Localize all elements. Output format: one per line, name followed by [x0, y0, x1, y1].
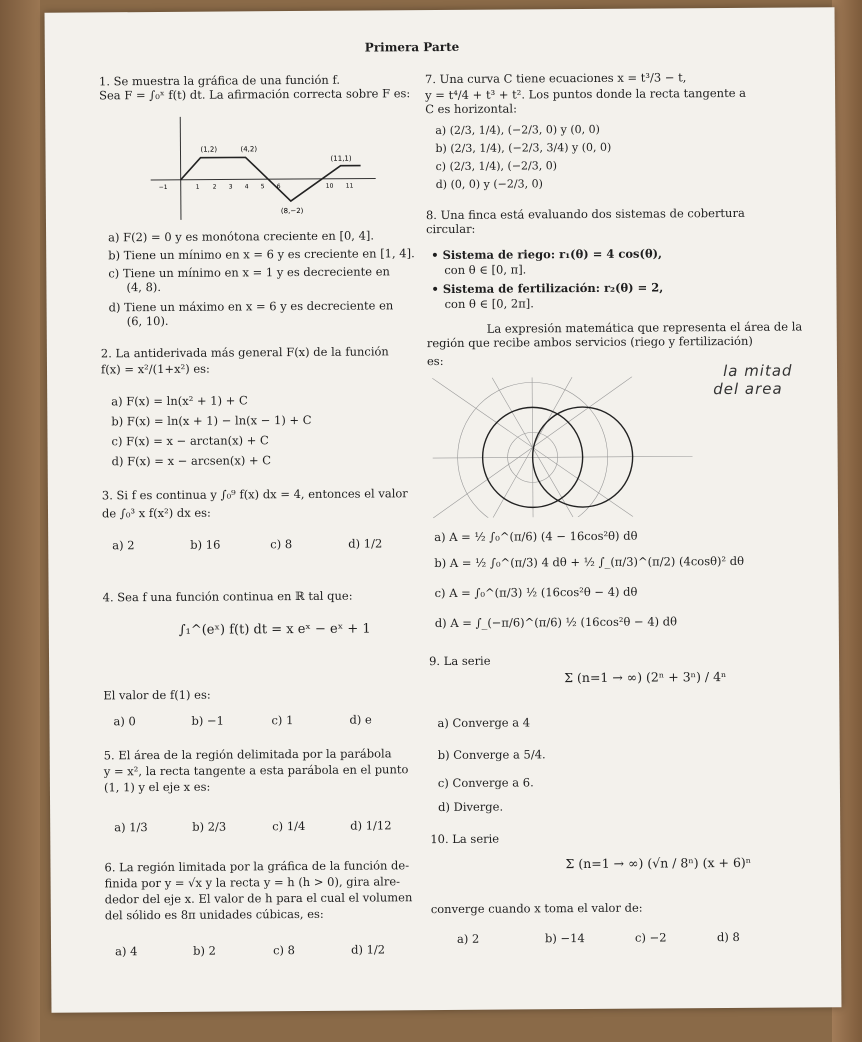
q6-option-b[interactable]: b) 2: [193, 943, 216, 958]
q4-equation: ∫₁^(eˣ) f(t) dt = x eˣ − eˣ + 1: [178, 621, 371, 638]
q8-description-line3: es:: [426, 353, 444, 369]
wood-background-left: [0, 0, 40, 1042]
q10-option-a[interactable]: a) 2: [456, 931, 480, 946]
q1-tick-label: 4: [244, 183, 249, 191]
q8-riego-domain: con θ ∈ [0, π].: [444, 262, 527, 277]
q8-description-line2: región que recibe ambos servicios (riego y fertilización): [426, 333, 753, 351]
q1-function-graph: [140, 110, 381, 222]
q9-series: Σ (n=1 → ∞) (2ⁿ + 3ⁿ) / 4ⁿ: [564, 669, 727, 686]
q6-stem-line2: finida por y = √x y la recta y = h (h > 0), gira alre-: [104, 874, 401, 891]
q5-option-d[interactable]: d) 1/12: [350, 818, 392, 833]
q4-option-b[interactable]: b) −1: [191, 713, 224, 728]
q10-series: Σ (n=1 → ∞) (√n / 8ⁿ) (x + 6)ⁿ: [565, 854, 752, 872]
handwritten-note-line1: la mitad: [722, 361, 793, 381]
q10-tail: converge cuando x toma el valor de:: [430, 900, 643, 917]
q10-option-d[interactable]: d) 8: [716, 929, 740, 945]
q2-option-d[interactable]: d) F(x) = x − arcsen(x) + C: [111, 453, 272, 469]
q8-option-b[interactable]: b) A = ½ ∫₀^(π/3) 4 dθ + ½ ∫_(π/3)^(π/2) (4cosθ)² dθ: [434, 553, 745, 571]
q7-stem-line2: y = t⁴/4 + t³ + t². Los puntos donde la recta tangente a: [425, 85, 747, 103]
q6-option-a[interactable]: a) 4: [115, 944, 138, 959]
q1-tick-label: 6: [276, 183, 281, 191]
q3-stem-line2: de ∫₀³ x f(x²) dx es:: [101, 505, 211, 521]
q1-tick-label: 5: [260, 183, 265, 191]
q5-option-b[interactable]: b) 2/3: [192, 819, 227, 834]
q3-option-b[interactable]: b) 16: [190, 537, 221, 552]
q9-option-a[interactable]: a) Converge a 4: [437, 715, 531, 731]
q4-stem: 4. Sea f una función continua en ℝ tal que:: [102, 588, 353, 605]
q8-option-d[interactable]: d) A = ∫_(−π/6)^(π/6) ½ (16cos²θ − 4) dθ: [434, 614, 678, 631]
q8-fertilizacion-domain: con θ ∈ [0, 2π].: [444, 296, 534, 311]
handwritten-note-line2: del area: [713, 379, 783, 399]
q8-stem-line2: circular:: [425, 221, 476, 237]
q6-stem-line3: dedor del eje x. El valor de h para el cual el volumen: [104, 890, 413, 907]
q1-tick-label: 11: [345, 182, 354, 190]
q8-stem-line1: 8. Una finca está evaluando dos sistemas de cobertura: [425, 205, 745, 223]
q7-option-b[interactable]: b) (2/3, 1/4), (−2/3, 3/4) y (0, 0): [435, 140, 612, 156]
q8-polar-circles-diagram: [432, 376, 693, 518]
q1-option-d-cont: (6, 10).: [126, 313, 169, 329]
q7-option-c[interactable]: c) (2/3, 1/4), (−2/3, 0): [435, 159, 558, 174]
q7-stem-line3: C es horizontal:: [425, 101, 517, 117]
q5-stem-line2: y = x², la recta tangente a esta parábola en el punto: [103, 762, 409, 779]
q5-stem-line3: (1, 1) y el eje x es:: [103, 779, 211, 795]
q8-riego: • Sistema de riego: r₁(θ) = 4 cos(θ),: [431, 246, 663, 263]
q1-option-b[interactable]: b) Tiene un mínimo en x = 6 y es creciente en [1, 4].: [108, 246, 415, 263]
q4-option-c[interactable]: c) 1: [271, 713, 294, 728]
q4-option-a[interactable]: a) 0: [113, 714, 136, 729]
q1-point-label: (8,−2): [280, 206, 304, 216]
q4-option-d[interactable]: d) e: [349, 712, 372, 727]
q8-description-line1: La expresión matemática que representa el área de la: [486, 319, 803, 336]
q7-stem-line1: 7. Una curva C tiene ecuaciones x = t³/3 − t,: [424, 70, 687, 87]
q9-option-b[interactable]: b) Converge a 5/4.: [437, 747, 546, 763]
q1-point-label: (4,2): [240, 145, 258, 154]
q7-option-d[interactable]: d) (0, 0) y (−2/3, 0): [435, 177, 543, 192]
q1-option-c-cont: (4, 8).: [126, 279, 162, 295]
exam-sheet: [45, 7, 842, 1012]
q3-option-d[interactable]: d) 1/2: [348, 536, 383, 551]
q6-stem-line4: del sólido es 8π unidades cúbicas, es:: [104, 906, 324, 923]
q1-option-d[interactable]: d) Tiene un máximo en x = 6 y es decreciente en: [108, 298, 394, 315]
q4-ask: El valor de f(1) es:: [103, 687, 211, 703]
q5-stem-line1: 5. El área de la región delimitada por la parábola: [103, 746, 392, 763]
q9-stem: 9. La serie: [429, 653, 491, 669]
q2-stem-line1: 2. La antiderivada más general F(x) de la función: [100, 344, 389, 361]
q1-tick-label: 10: [325, 182, 334, 190]
q2-option-a[interactable]: a) F(x) = ln(x² + 1) + C: [111, 393, 248, 409]
q6-option-d[interactable]: d) 1/2: [351, 942, 386, 957]
q10-option-b[interactable]: b) −14: [544, 931, 585, 946]
q1-stem-line1: 1. Se muestra la gráfica de una función f.: [98, 72, 341, 89]
q1-point-label: (1,2): [200, 145, 218, 154]
q1-tick-label: 2: [212, 183, 217, 191]
q1-tick-label: 3: [228, 183, 233, 191]
q7-option-a[interactable]: a) (2/3, 1/4), (−2/3, 0) y (0, 0): [435, 122, 601, 138]
q1-point-label: (11,1): [330, 154, 352, 163]
q3-option-c[interactable]: c) 8: [270, 537, 293, 552]
q5-option-c[interactable]: c) 1/4: [272, 818, 306, 834]
q9-option-c[interactable]: c) Converge a 6.: [437, 775, 534, 791]
q8-option-c[interactable]: c) A = ∫₀^(π/3) ½ (16cos²θ − 4) dθ: [434, 584, 638, 601]
q10-option-c[interactable]: c) −2: [634, 930, 667, 945]
q8-fertilizacion: • Sistema de fertilización: r₂(θ) = 2,: [431, 280, 664, 297]
q1-tick-label: 1: [195, 183, 200, 191]
page-title: Primera Parte: [364, 39, 460, 55]
q2-option-c[interactable]: c) F(x) = x − arctan(x) + C: [111, 433, 269, 449]
q1-option-c[interactable]: c) Tiene un mínimo en x = 1 y es decreciente en: [108, 264, 390, 281]
q1-option-a[interactable]: a) F(2) = 0 y es monótona creciente en [0, 4].: [108, 228, 375, 245]
q3-option-a[interactable]: a) 2: [112, 538, 135, 553]
q1-tick-label: −1: [158, 183, 168, 191]
q3-stem-line1: 3. Si f es continua y ∫₀⁹ f(x) dx = 4, entonces el valor: [101, 486, 408, 503]
q8-option-a[interactable]: a) A = ½ ∫₀^(π/6) (4 − 16cos²θ) dθ: [434, 528, 638, 545]
q2-stem-line2: f(x) = x²/(1+x²) es:: [100, 361, 210, 377]
q6-stem-line1: 6. La región limitada por la gráfica de la función de-: [104, 858, 410, 875]
q10-stem: 10. La serie: [430, 831, 500, 847]
q1-stem-line2: Sea F = ∫₀ˣ f(t) dt. La afirmación correcta sobre F es:: [99, 86, 411, 103]
q6-option-c[interactable]: c) 8: [273, 943, 296, 958]
q9-option-d[interactable]: d) Diverge.: [438, 799, 504, 815]
q5-option-a[interactable]: a) 1/3: [114, 820, 148, 835]
q2-option-b[interactable]: b) F(x) = ln(x + 1) − ln(x − 1) + C: [111, 412, 312, 429]
